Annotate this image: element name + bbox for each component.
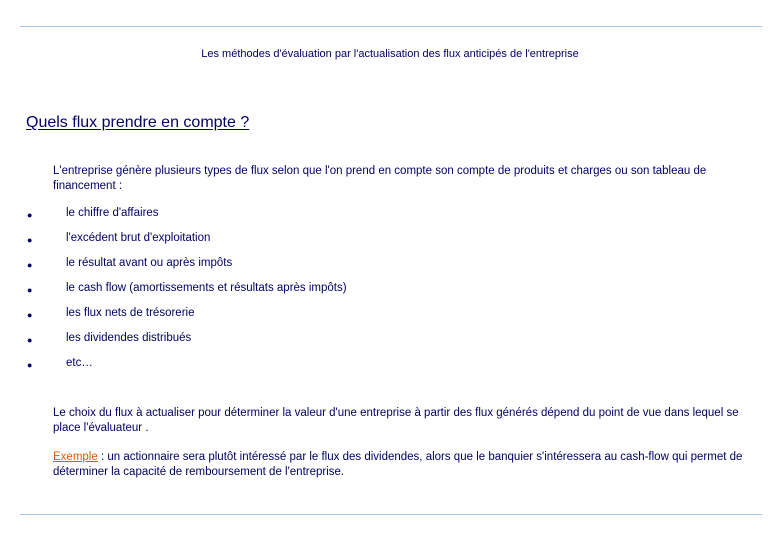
list-item <box>0 230 780 255</box>
list-item-text: le chiffre d'affaires <box>66 207 159 219</box>
list-item-text: les dividendes distribués <box>66 332 192 344</box>
conclusion-paragraph: Le choix du flux à actualiser pour déterminer la valeur d'une entreprise à partir des flux générés dépend du point de vue dans lequel se place l'évaluateur . <box>53 407 739 434</box>
list-item-text: les flux nets de trésorerie <box>66 307 195 319</box>
list-item-text: le cash flow (amortissements et résultats après impôts) <box>66 282 347 294</box>
example-text: : un actionnaire sera plutôt intéressé par le flux des dividendes, alors que le banquier s'intéressera au cash-flow qui permet de déterminer la capacité de remboursement de l'entreprise. <box>53 451 743 478</box>
list-item <box>0 255 780 280</box>
section-title: Quels flux prendre en compte ? <box>26 114 250 131</box>
list-item-text: l'excédent brut d'exploitation <box>66 232 211 244</box>
list-item-text: etc… <box>66 357 93 369</box>
slide-header: Les méthodes d'évaluation par l'actualisation des flux anticipés de l'entreprise <box>201 48 579 60</box>
bullet-icon: ● <box>27 285 33 295</box>
example-label: Exemple <box>53 451 98 463</box>
list-item <box>0 355 780 380</box>
list-item <box>0 280 780 305</box>
bottom-divider <box>20 514 762 515</box>
bullet-icon: ● <box>27 310 33 320</box>
intro-paragraph: L'entreprise génère plusieurs types de flux selon que l'on prend en compte son compte de produits et charges ou son tableau de financement : <box>53 165 707 192</box>
top-divider <box>20 26 762 27</box>
example-paragraph <box>53 450 758 480</box>
list-item <box>0 205 780 230</box>
bullet-icon: ● <box>27 260 33 270</box>
list-item <box>0 330 780 355</box>
bullet-icon: ● <box>27 235 33 245</box>
bullet-icon: ● <box>27 360 33 370</box>
list-item-text: le résultat avant ou après impôts <box>66 257 233 269</box>
flux-list <box>0 205 780 380</box>
bullet-icon: ● <box>27 210 33 220</box>
list-item <box>0 305 780 330</box>
bullet-icon: ● <box>27 335 33 345</box>
